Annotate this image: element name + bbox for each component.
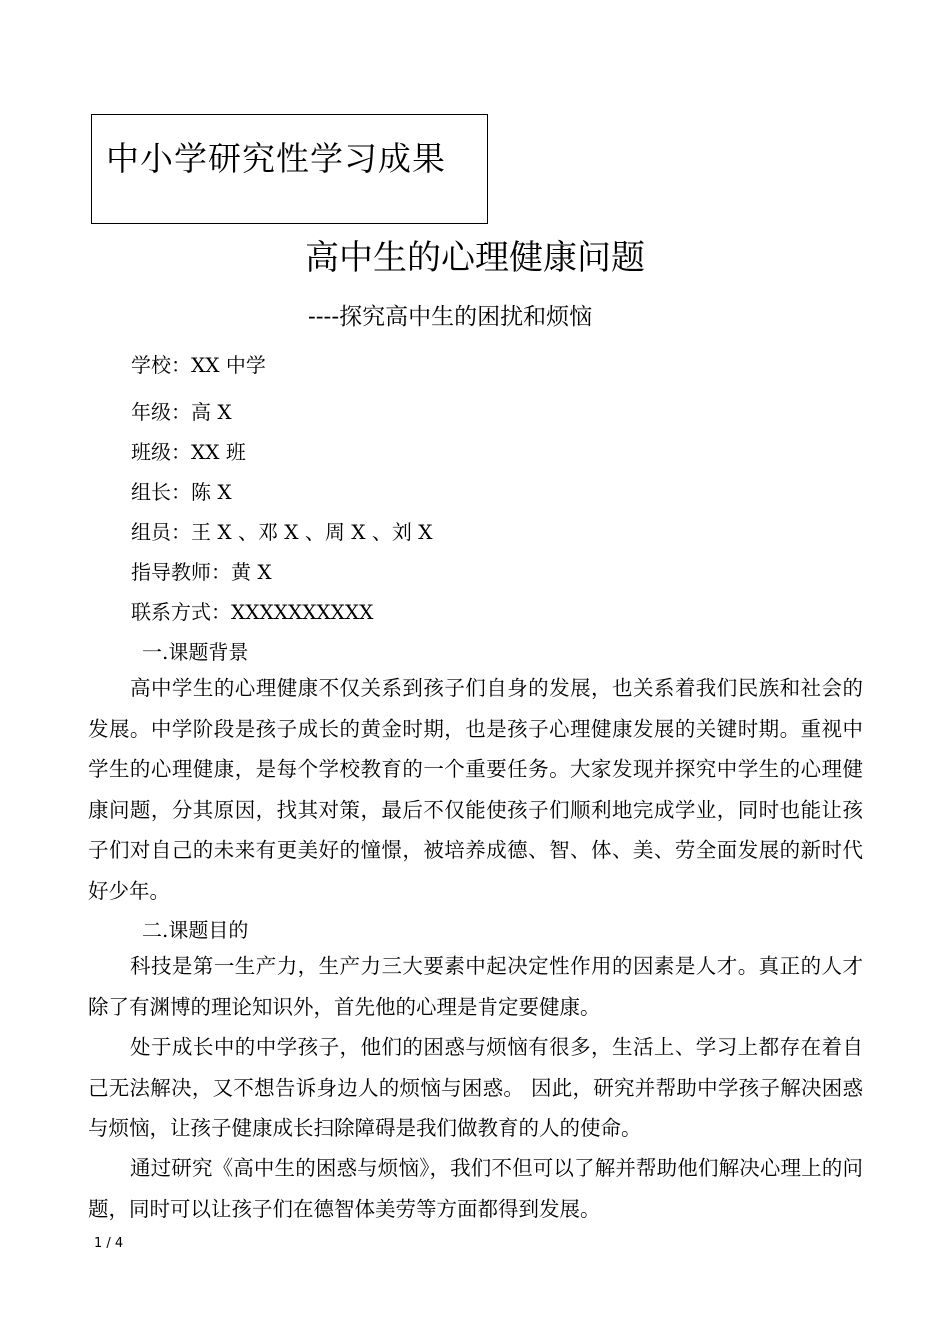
paragraph-purpose-2: 处于成长中的中学孩子，他们的困惑与烦恼有很多，生活上、学习上都存在着自己无法解决，又不想告诉身边人的烦恼与困惑。 因此，研究并帮助中学孩子解决困惑与烦恼，让孩子健康成长扫除障碍是我们做教育的人的使命。 <box>88 1035 863 1140</box>
info-leader: 组长：陈 X <box>131 480 232 504</box>
info-school: 学校：XX 中学 <box>131 353 266 377</box>
info-class: 班级：XX 班 <box>131 440 246 464</box>
info-contact: 联系方式：XXXXXXXXXX <box>131 600 374 624</box>
paragraph-background: 高中学生的心理健康不仅关系到孩子们自身的发展，也关系着我们民族和社会的发展。中学阶段是孩子成长的黄金时期，也是孩子心理健康发展的关键时期。重视中学生的心理健康，是每个学校教育的一个重要任务。大家发现并探究中学生的心理健康问题，分其原因，找其对策，最后不仅能使孩子们顺利地完成学业，同时也能让孩子们对自己的未来有更美好的憧憬，被培养成德、智、体、美、劳全面发展的新时代好少年。 <box>88 676 863 903</box>
info-advisor: 指导教师：黄 X <box>131 560 272 584</box>
info-grade: 年级：高 X <box>131 400 232 424</box>
document-subtitle: ----探究高中生的困扰和烦恼 <box>308 304 593 330</box>
header-box <box>91 114 488 224</box>
header-title: 中小学研究性学习成果 <box>106 139 446 178</box>
section-heading-purpose: 二.课题目的 <box>142 918 249 942</box>
paragraph-purpose-1: 科技是第一生产力，生产力三大要素中起决定性作用的因素是人才。真正的人才除了有渊博的理论知识外，首先他的心理是肯定要健康。 <box>88 954 863 1019</box>
document-title: 高中生的心理健康问题 <box>305 238 645 278</box>
page-number: 1 / 4 <box>94 1236 124 1251</box>
section-heading-background: 一.课题背景 <box>142 640 249 664</box>
paragraph-purpose-3: 通过研究《高中生的困惑与烦恼》，我们不但可以了解并帮助他们解决心理上的问题，同时可以让孩子们在德智体美劳等方面都得到发展。 <box>88 1156 863 1221</box>
info-members: 组员：王 X 、邓 X 、周 X 、刘 X <box>131 520 433 544</box>
